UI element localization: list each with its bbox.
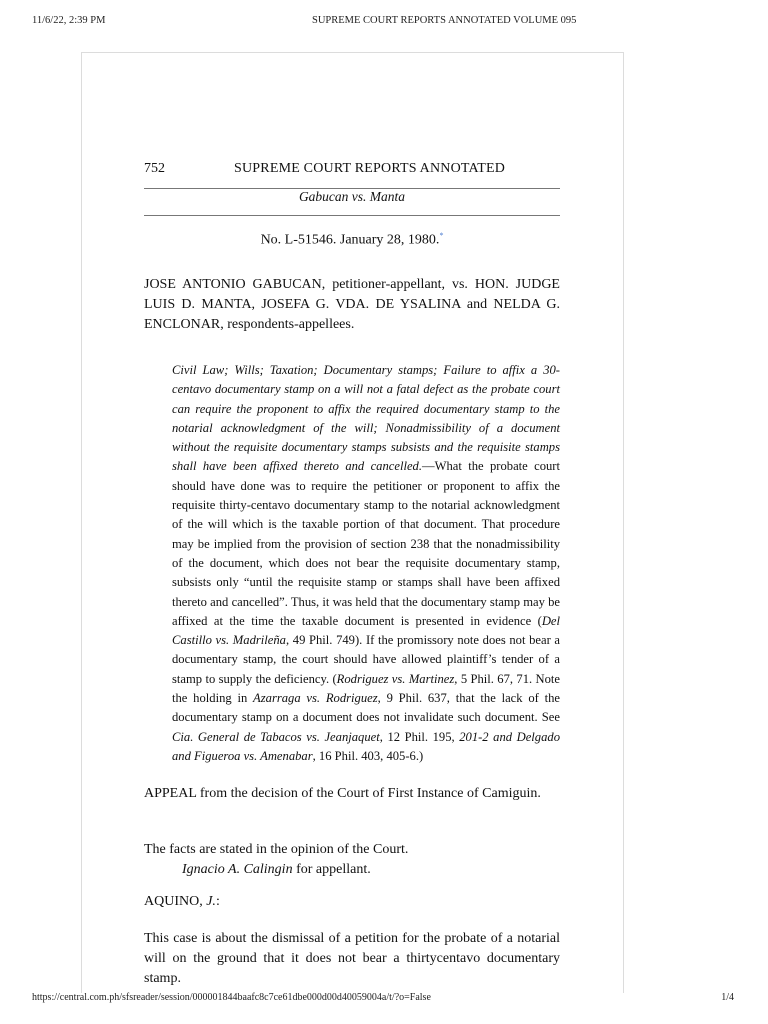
browser-footer-url: https://central.com.ph/sfsreader/session/000001844baafc8c7ce61dbe000d00d40059004a/t/?o=False — [32, 992, 431, 1003]
citation: 201-2 and Delgado and Figueroa vs. Amenabar — [172, 729, 560, 763]
syllabus-text — [144, 361, 560, 766]
browser-header-title: SUPREME COURT REPORTS ANNOTATED VOLUME 095 — [312, 15, 577, 26]
case-caption: Gabucan vs. Manta — [298, 189, 406, 204]
case-number-text: No. L-51546. January 28, 1980. — [260, 232, 440, 248]
facts-line: The facts are stated in the opinion of the Court. — [144, 842, 409, 857]
citation: Cia. General de Tabacos vs. Jeanjaquet — [172, 729, 380, 744]
citation: Azarraga vs. Rodriguez — [253, 691, 378, 706]
browser-header-datetime: 11/6/22, 2:39 PM — [32, 15, 106, 26]
syllabus-body: , 9 Phil. 637, that the lack of the documentary stamp on a document does not invalidate such document. See — [172, 691, 561, 725]
syllabus-body: —What the probate court should have done was to require the petitioner or proponent to affix the requisite thirty-centavo documentary stamp to the notarial acknowledgment of the will which is the taxable portion of that document. That procedure may be implied from the provision of section 238 that the nonadmissibility of the document, which does not bear the requisite documentary stamp, subsists only “until the requisite stamp or stamps shall have been affixed thereto and cancelled”. Thus, it was held that the documentary stamp may be affixed at the time the taxable document is presented in evidence ( — [172, 459, 560, 628]
citation: Rodriguez vs. Martinez — [336, 671, 455, 686]
syllabus-body: , 5 Phil. 67, 71. Note the holding in — [172, 671, 560, 706]
citation: Del Castillo vs. Madrileña — [172, 613, 560, 648]
ponente-name: AQUINO, — [144, 894, 207, 909]
syllabus-paragraph — [144, 361, 560, 766]
document-page — [81, 52, 624, 993]
syllabus-body: , 12 Phil. 195, — [379, 729, 460, 744]
appeal-line: APPEAL from the decision of the Court of First Instance of Camiguin. — [144, 786, 541, 801]
header-rule-bottom — [144, 215, 560, 216]
counsel-line — [182, 860, 371, 880]
browser-footer-page-indicator: 1/4 — [721, 992, 734, 1003]
ponente-title: J. — [206, 894, 216, 909]
syllabus-body: , 16 Phil. 403, 405-6.) — [312, 748, 424, 763]
counsel-role: for appellant. — [292, 862, 371, 877]
counsel-name: Ignacio A. Calingin — [182, 862, 293, 877]
case-parties: JOSE ANTONIO GABUCAN, petitioner-appellant, vs. HON. JUDGE LUIS D. MANTA, JOSEFA G. VDA. DE YSALINA and NELDA G. ENCLONAR, respondents-appellees. — [144, 277, 560, 332]
footnote-link[interactable]: * — [439, 231, 444, 240]
page-number: 752 — [144, 161, 165, 176]
ponente-colon: : — [215, 894, 220, 909]
syllabus-body: , 49 Phil. 749). If the promissory note does not bear a documentary stamp, the court should have allowed plaintiff’s tender of a stamp to supply the deficiency. ( — [172, 633, 560, 686]
reporter-title: SUPREME COURT REPORTS ANNOTATED — [234, 161, 506, 176]
ponente-line — [144, 894, 220, 910]
case-number — [144, 231, 560, 249]
opinion-opening-paragraph: This case is about the dismissal of a petition for the probate of a notarial will on the ground that it does not bear a thirtycentavo documentary stamp. — [144, 931, 560, 986]
syllabus-headnote: Civil Law; Wills; Taxation; Documentary stamps; Failure to affix a 30-centavo documentary stamp on a will not a fatal defect as the probate court can require the proponent to affix the required documentary stamp to the notarial acknowledgment of the will; Nonadmissibility of a document without the requisite documentary stamps subsists and the requisite stamps shall have been affixed thereto and cancelled. — [172, 363, 560, 474]
